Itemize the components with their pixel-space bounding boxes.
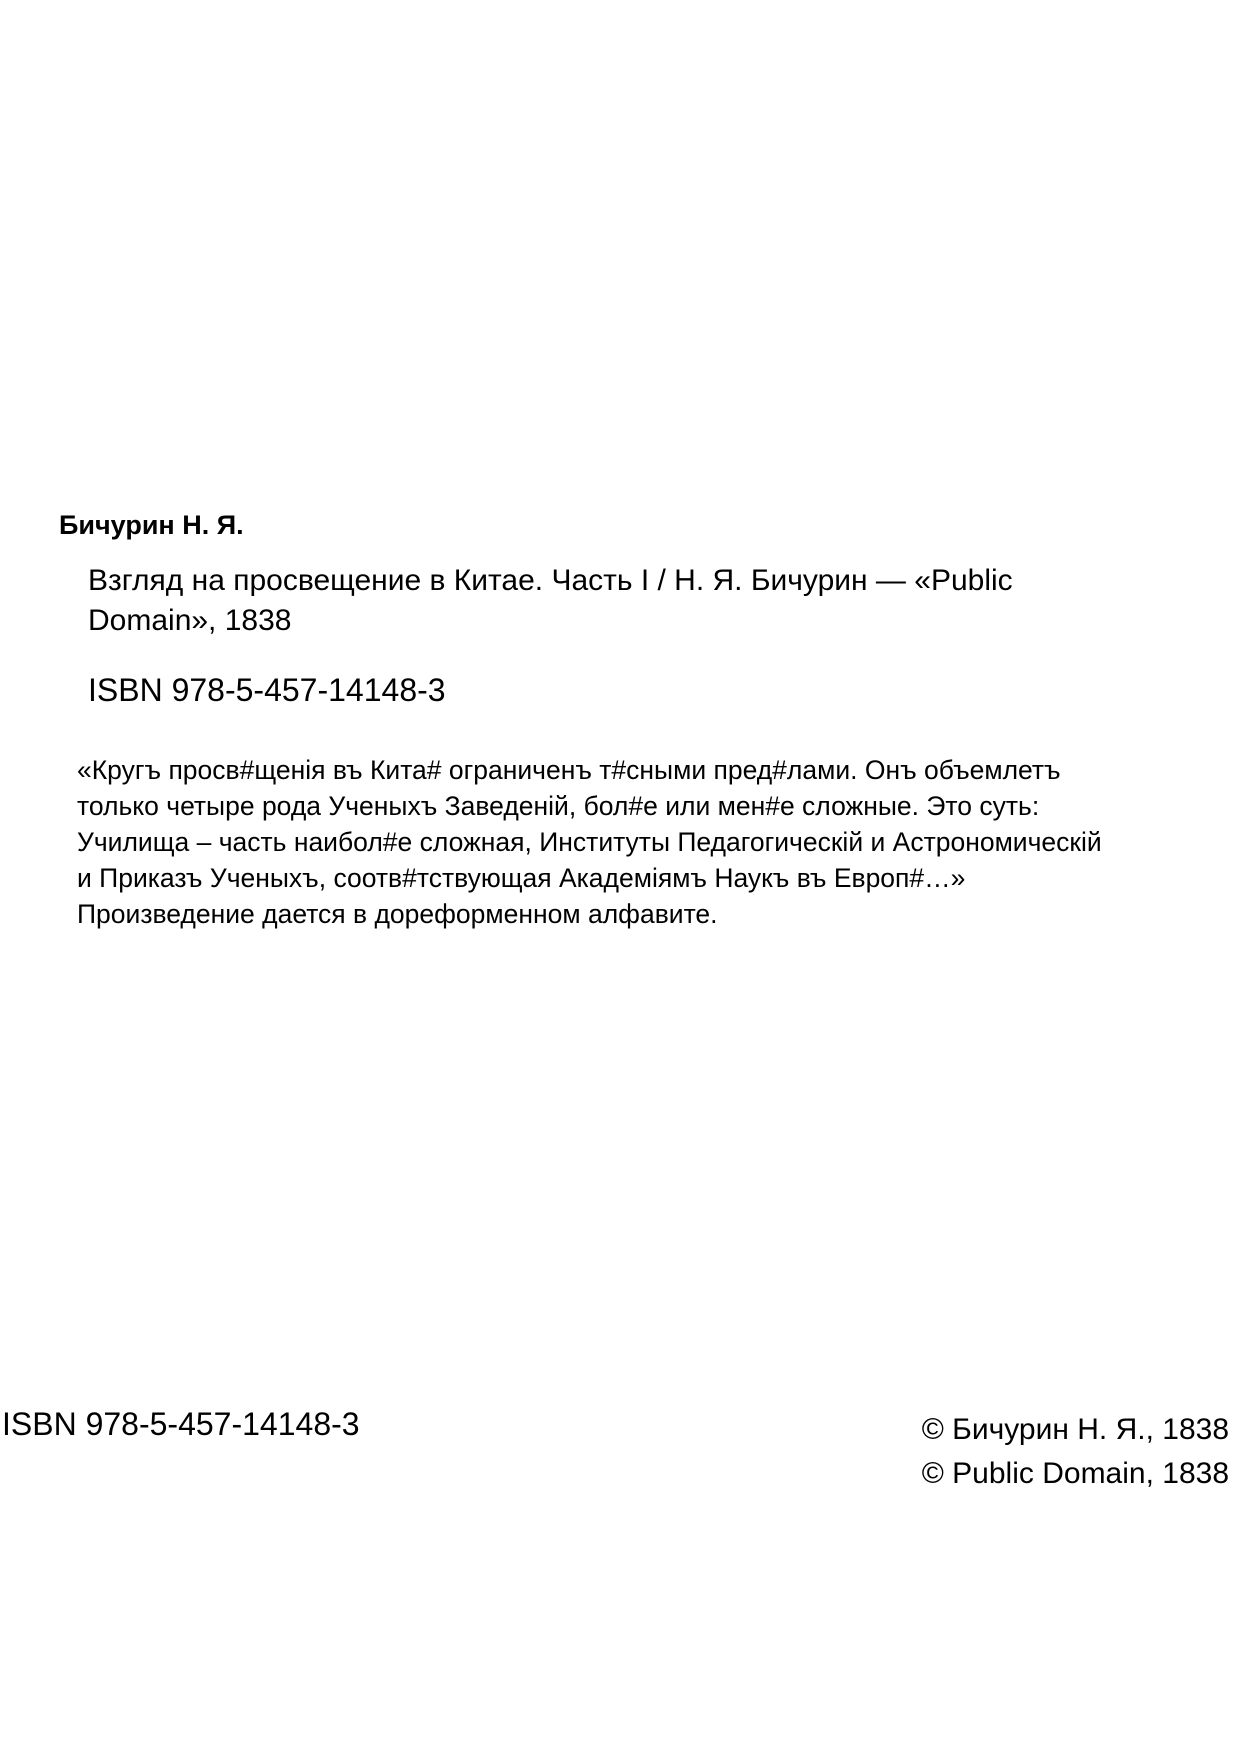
annotation — [77, 752, 1227, 932]
isbn-main: ISBN 978-5-457-14148-3 — [88, 672, 446, 708]
isbn-bottom: ISBN 978-5-457-14148-3 — [2, 1406, 360, 1442]
bibliographic-line: Domain», 1838 — [88, 604, 292, 637]
copyright-block — [922, 1408, 1229, 1496]
annotation-line: Училища – часть наибол#е сложная, Институты Педагогическій и Астрономическій — [77, 827, 1102, 857]
bibliographic-description — [88, 561, 1168, 641]
annotation-line: только четыре рода Ученыхъ Заведеній, бол#е или мен#е сложные. Это суть: — [77, 791, 1040, 821]
annotation-line: «Кругъ просв#щенія въ Кита# ограниченъ т#сными пред#лами. Онъ объемлетъ — [77, 755, 1061, 785]
annotation-line: Произведение дается в дореформенном алфавите. — [77, 899, 718, 929]
copyright-line-public-domain: © Public Domain, 1838 — [921, 1457, 1229, 1490]
bibliographic-line: Взгляд на просвещение в Китае. Часть I / Н. Я. Бичурин — «Public — [88, 564, 1013, 597]
annotation-line: и Приказъ Ученыхъ, соотв#тствующая Академіямъ Наукъ въ Европ#…» — [77, 863, 966, 893]
copyright-line-author: © Бичурин Н. Я., 1838 — [921, 1413, 1229, 1446]
author-name: Бичурин Н. Я. — [59, 510, 244, 540]
